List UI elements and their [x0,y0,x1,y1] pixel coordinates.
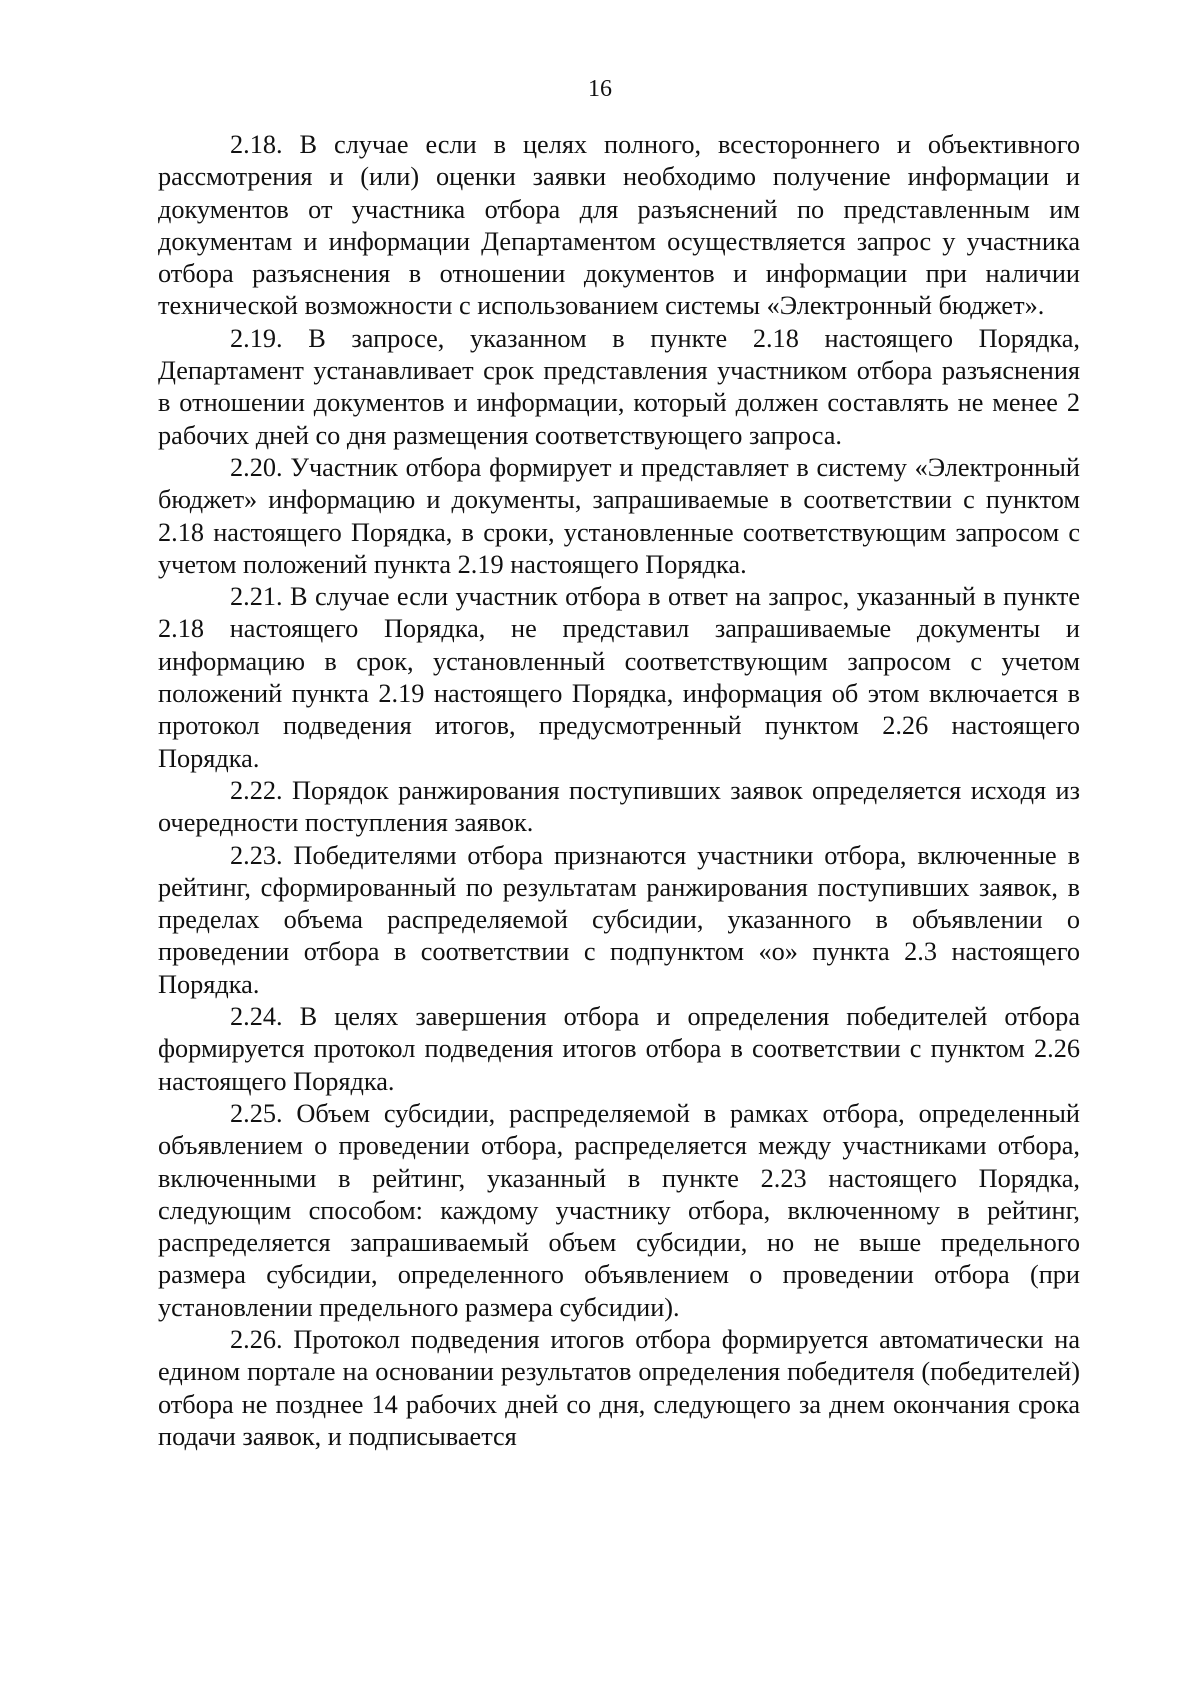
document-body [158,129,1080,1453]
paragraph-2-20: 2.20. Участник отбора формирует и представляет в систему «Электронный бюджет» информацию и документы, запрашиваемые в соответствии с пунктом 2.18 настоящего Порядка, в сроки, установленные соответствующим запросом с учетом положений пункта 2.19 настоящего Порядка. [158,452,1080,579]
paragraph-2-22: 2.22. Порядок ранжирования поступивших заявок определяется исходя из очередности поступления заявок. [158,775,1080,838]
paragraph-2-25: 2.25. Объем субсидии, распределяемой в рамках отбора, определенный объявлением о проведении отбора, распределяется между участниками отбора, включенными в рейтинг, указанный в пункте 2.23 настоящего Порядка, следующим способом: каждому участнику отбора, включенному в рейтинг, распределяется запрашиваемый объем субсидии, но не выше предельного размера субсидии, определенного объявлением о проведении отбора (при установлении предельного размера субсидии). [158,1098,1080,1322]
paragraph-2-26: 2.26. Протокол подведения итогов отбора формируется автоматически на едином портале на основании результатов определения победителя (победителей) отбора не позднее 14 рабочих дней со дня, следующего за днем окончания срока подачи заявок, и подписывается [158,1324,1080,1451]
paragraph-2-21: 2.21. В случае если участник отбора в ответ на запрос, указанный в пункте 2.18 настоящего Порядка, не представил запрашиваемые документы и информацию в срок, установленный соответствующим запросом с учетом положений пункта 2.19 настоящего Порядка, информация об этом включается в протокол подведения итогов, предусмотренный пунктом 2.26 настоящего Порядка. [158,582,1080,773]
paragraph-2-23: 2.23. Победителями отбора признаются участники отбора, включенные в рейтинг, сформированный по результатам ранжирования поступивших заявок, в пределах объема распределяемой субсидии, указанного в объявлении о проведении отбора в соответствии с подпунктом «о» пункта 2.3 настоящего Порядка. [158,840,1080,999]
page-number: 16 [588,76,612,102]
paragraph-2-24: 2.24. В целях завершения отбора и определения победителей отбора формируется протокол подведения итогов отбора в соответствии с пунктом 2.26 настоящего Порядка. [158,1002,1080,1096]
paragraph-2-19: 2.19. В запросе, указанном в пункте 2.18 настоящего Порядка, Департамент устанавливает срок представления участником отбора разъяснения в отношении документов и информации, который должен составлять не менее 2 рабочих дней со дня размещения соответствующего запроса. [158,323,1080,450]
paragraph-2-18: 2.18. В случае если в целях полного, всестороннего и объективного рассмотрения и (или) оценки заявки необходимо получение информации и документов от участника отбора для разъяснений по представленным им документам и информации Департаментом осуществляется запрос у участника отбора разъяснения в отношении документов и информации при наличии технической возможности с использованием системы «Электронный бюджет». [158,130,1080,321]
